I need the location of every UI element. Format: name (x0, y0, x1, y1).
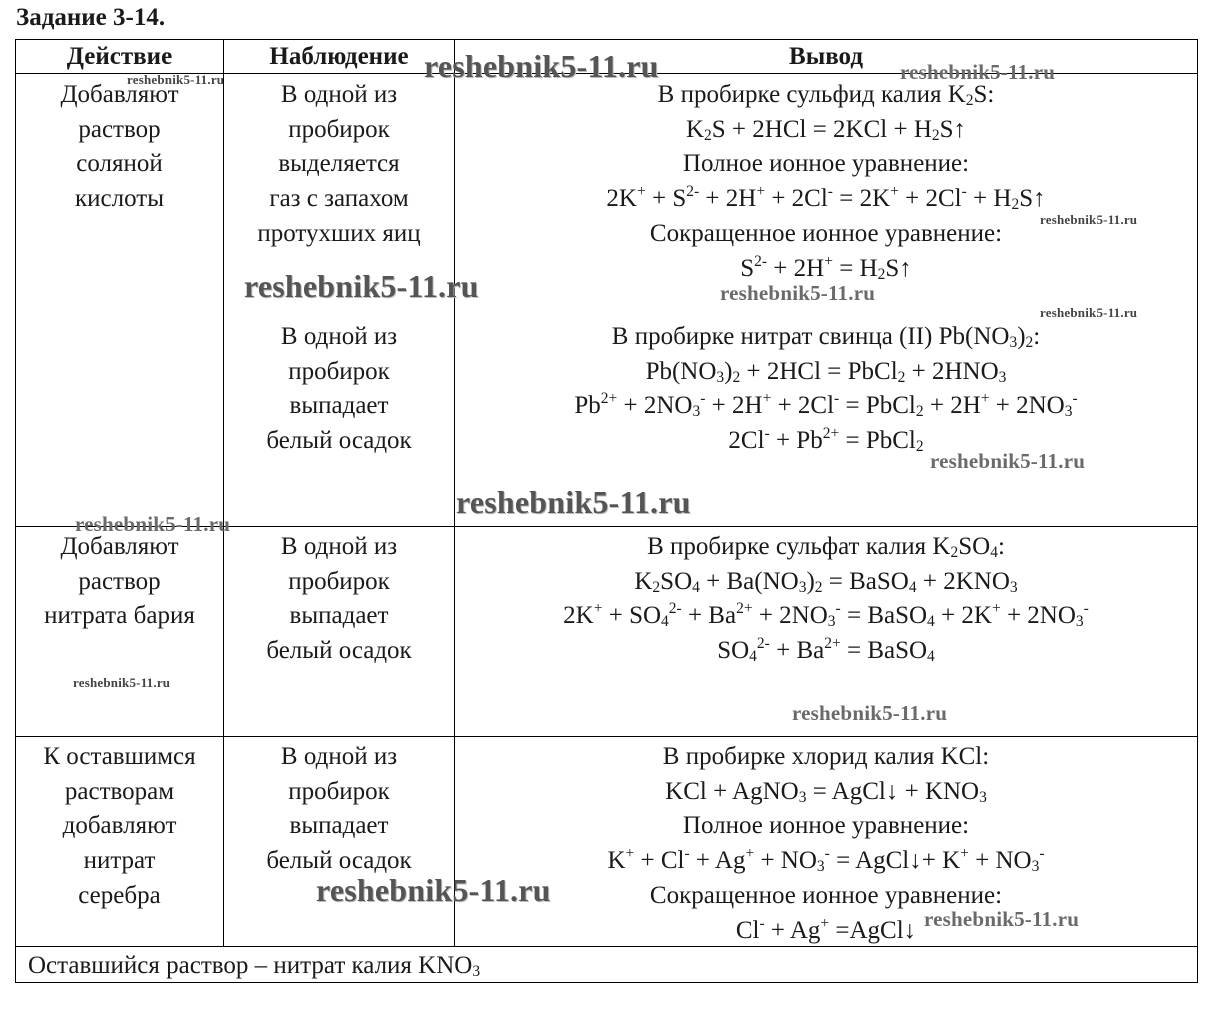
page-title: Задание 3-14. (16, 4, 166, 31)
watermark: reshebnik5-11.ru (1040, 305, 1138, 320)
equation-line: $SO_4^{2-} + Ba^{2+}$ = BaSO$_4$ (717, 635, 935, 666)
equation-line: $K^+ + Cl^- + Ag^+ + NO_3^-$ = AgCl↓+ $K^+ + NO_3^-$ (607, 845, 1045, 876)
watermark: reshebnik5-11.ru (930, 449, 1086, 473)
equation-line: $K_2S + 2HCl = 2KCl$ + $H_2S↑$ (685, 115, 967, 144)
watermark: reshebnik5-11.ru (924, 907, 1080, 931)
row3-action: К оставшимся растворам добавляют нитрат серебра (43, 743, 196, 909)
footer-conclusion: Оставшийся раствор – нитрат калия $KNO_3$ (28, 952, 481, 981)
watermark: reshebnik5-11.ru (456, 484, 691, 520)
row2-observation: В одной из пробирок выпадает белый осадок (266, 533, 412, 665)
equation-line: В пробирке нитрат свинца (II) $Pb(NO_3)_2$: (611, 323, 1041, 352)
row3-conclusion (455, 740, 1197, 948)
equation-line: KCl + AgNO$_3$ = AgCl↓ + $KNO_3$ (665, 777, 987, 806)
equation-line: $S^{2-} + 2H^+$ = $H_2S↑$ (740, 252, 912, 283)
row1-conclusion-2 (455, 320, 1197, 459)
equation-line: Cl- + Ag+ =AgCl↓ (735, 914, 917, 944)
watermark: reshebnik5-11.ru (1040, 212, 1138, 227)
watermark: reshebnik5-11.ru (244, 268, 479, 304)
row2-action: Добавляют раствор нитрата бария (44, 533, 195, 630)
header-conclusion: Вывод (789, 43, 863, 70)
equation-line: В пробирке сульфат калия $K_2SO_4$: (647, 533, 1005, 562)
watermark: reshebnik5-11.ru (792, 701, 948, 725)
header-action: Действие (66, 43, 173, 70)
equation-label: Сокращенное ионное уравнение: (649, 881, 1003, 909)
equation-label: Полное ионное уравнение: (682, 150, 970, 178)
watermark: reshebnik5-11.ru (75, 512, 231, 536)
row1-action: Добавляют раствор соляной кислоты (60, 81, 179, 213)
row1-conclusion-1 (455, 78, 1197, 286)
equation-line: $K_2SO_4 + Ba(NO_3)_2$ = BaSO$_4$ + $2KNO_3$ (634, 567, 1018, 596)
header-observation: Наблюдение (269, 43, 409, 70)
equation-line: $2K^+ + SO_4^{2-} + Ba^{2+} + 2NO_3^-$ = BaSO$_4$ + $2K^+ + 2NO_3^-$ (563, 600, 1089, 631)
watermark: reshebnik5-11.ru (127, 72, 225, 87)
equation-line: $Pb(NO_3)_2 + 2HCl$ = PbCl$_2$ + $2HNO_3$ (645, 357, 1007, 386)
watermark: reshebnik5-11.ru (900, 60, 1056, 84)
equation-line: В пробирке сульфид калия $K_2S$: (657, 81, 995, 110)
row-divider-2 (15, 736, 1198, 737)
equation-line: $2Cl^- + Pb^{2+}$ = PbCl$_2$ (728, 425, 924, 456)
row3-observation: В одной из пробирок выпадает белый осадок (266, 743, 412, 875)
row1-observation-1: В одной из пробирок выделяется газ с запахом протухших яиц (257, 81, 421, 247)
watermark: reshebnik5-11.ru (73, 675, 171, 690)
equation-label: Сокращенное ионное уравнение: (649, 219, 1003, 247)
watermark: reshebnik5-11.ru (316, 872, 551, 908)
row1-observation-2: В одной из пробирок выпадает белый осадок (266, 323, 412, 455)
table-border-right (1197, 39, 1198, 983)
watermark: reshebnik5-11.ru (720, 281, 876, 305)
row2-conclusion (455, 530, 1197, 669)
equation-line: $Pb^{2+} + 2NO_3^- + 2H^+ + 2Cl^-$ = PbCl$_2$ + $2H^+ + 2NO_3^-$ (574, 390, 1078, 421)
equation-line: $2K^+ + S^{2-} + 2H^+ + 2Cl^- = 2K^+ + 2Cl^-$ + $H_2S↑$ (606, 183, 1046, 214)
equation-label: Полное ионное уравнение: (682, 812, 970, 840)
equation-line: В пробирке хлорид калия KCl: (662, 743, 990, 770)
watermark: reshebnik5-11.ru (424, 48, 659, 84)
